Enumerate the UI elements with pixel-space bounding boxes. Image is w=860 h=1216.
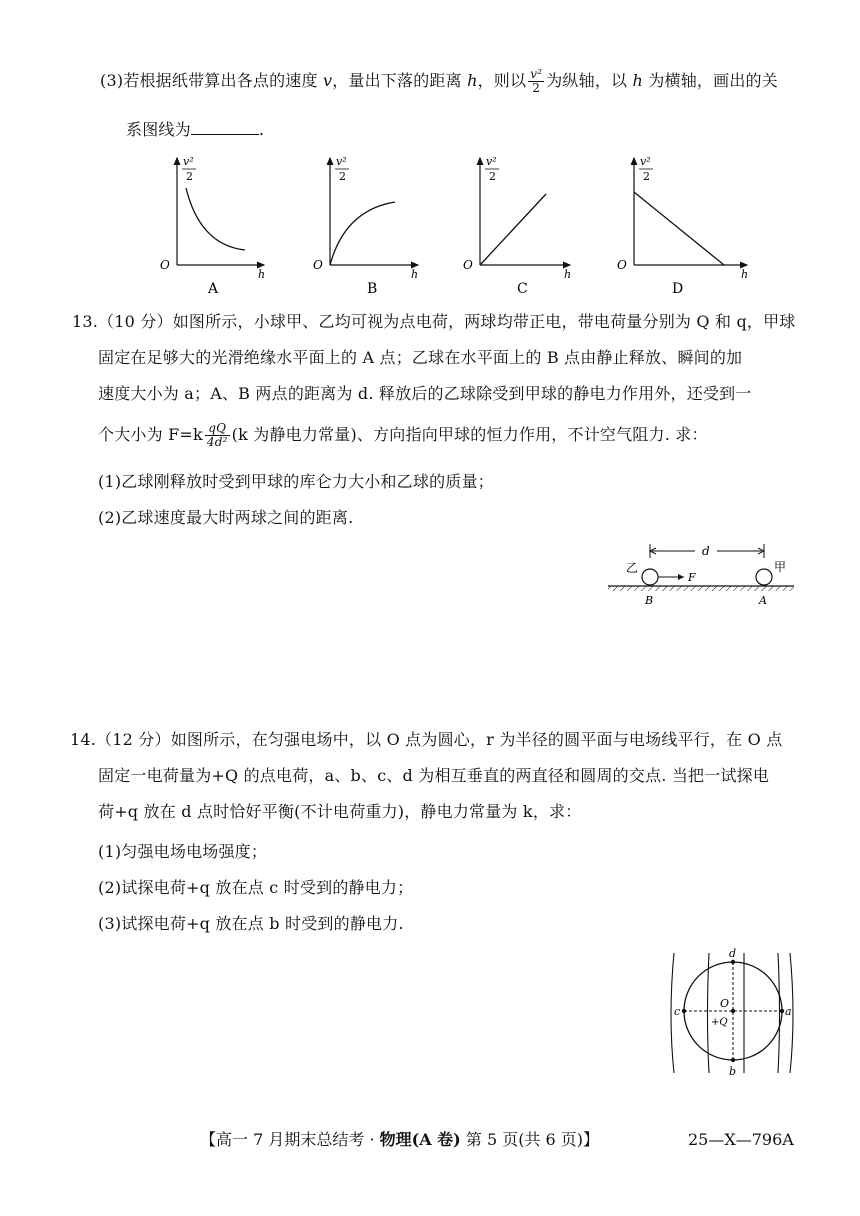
q12-fraction: $\frac{\text{v²}}{2}$ [530, 67, 543, 95]
ball-jia [756, 569, 772, 585]
svg-text:2: 2 [643, 170, 650, 183]
q12-graphs [0, 150, 860, 310]
charge-label: +Q [711, 1017, 728, 1028]
q14-sub1: (1)匀强电场电场强度； [98, 842, 268, 861]
q12-var-h: h [632, 71, 644, 90]
point-a-label: a [785, 1005, 792, 1018]
force-label: F [688, 571, 696, 584]
q14-line3: 荷+q 放在 d 点时恰好平衡(不计电荷重力)，静电力常量为 k，求： [98, 802, 582, 821]
point-c-label: c [674, 1005, 681, 1018]
svg-text:O: O [617, 258, 627, 272]
y-axis-num: v² [183, 155, 194, 168]
ball-left-label: 乙 [626, 561, 639, 575]
svg-text:h: h [564, 268, 572, 281]
ball-right-label: 甲 [774, 560, 787, 574]
option-label-b: B [367, 281, 378, 297]
q12-text: (3)若根据纸带算出各点的速度 [100, 71, 323, 90]
point-b-label: B [645, 594, 654, 607]
point-b-label: b [729, 1065, 737, 1078]
q12-text: ，则以 [477, 71, 527, 90]
q13-line2: 固定在足够大的光滑绝缘水平面上的 A 点；乙球在水平面上的 B 点由静止释放、瞬间的加 [98, 348, 743, 367]
q13-sub2: (2)乙球速度最大时两球之间的距离. [98, 508, 354, 527]
q12-part3-line2: 系图线为 . [126, 120, 265, 139]
point-a-label: A [759, 594, 767, 607]
svg-text:v²: v² [640, 155, 651, 168]
curve-increasing [330, 202, 395, 265]
graph-d [617, 155, 748, 297]
center-label: O [720, 997, 730, 1010]
exam-code: 25—X—796A [688, 1130, 794, 1149]
curve-decreasing [186, 188, 245, 250]
q14-diagram [660, 945, 810, 1085]
q14-sub3: (3)试探电荷+q 放在点 b 时受到的静电力. [98, 914, 404, 933]
q13-diagram [600, 540, 800, 620]
option-label-d: D [672, 281, 684, 297]
q13-line1: 13.（10 分）如图所示，小球甲、乙均可视为点电荷，两球均带正电，带电荷量分别为 Q 和 q，甲球 [72, 312, 796, 331]
y-axis-den: 2 [186, 170, 193, 183]
svg-text:2: 2 [489, 170, 496, 183]
graph-b [313, 155, 418, 297]
q13-line4: 个大小为 F=k $\frac{qQ}{\text{4d²}}$ (k 为静电力常量)、方向指向甲球的恒力作用，不计空气阻力. 求： [98, 421, 708, 449]
svg-text:O: O [463, 258, 473, 272]
x-axis-label: h [258, 268, 266, 281]
ball-yi [642, 569, 658, 585]
q13-sub1: (1)乙球刚释放时受到甲球的库仑力大小和乙球的质量； [98, 472, 494, 491]
q14-line1: 14.（12 分）如图所示，在匀强电场中，以 O 点为圆心，r 为半径的圆平面与电场线平行，在 O 点 [70, 730, 783, 749]
graph-a [160, 155, 265, 297]
decreasing-line [634, 192, 724, 265]
q12-part3-line1 [100, 68, 778, 95]
svg-text:v²: v² [336, 155, 347, 168]
page-footer: 【高一 7 月期末总结考 · 物理(A 卷) 第 5 页(共 6 页)】 [200, 1130, 600, 1149]
distance-label: d [702, 544, 710, 558]
svg-text:2: 2 [339, 170, 346, 183]
origin-label: O [160, 258, 170, 272]
svg-text:O: O [313, 258, 323, 272]
q12-var-v: v [322, 71, 333, 90]
q12-text: 为纵轴，以 [546, 71, 633, 90]
answer-blank[interactable] [191, 120, 259, 135]
q14-sub2: (2)试探电荷+q 放在点 c 时受到的静电力； [98, 878, 414, 897]
point-d-label: d [729, 947, 737, 960]
line-through-origin [480, 194, 546, 265]
option-label-c: C [517, 281, 528, 297]
q12-var-h: h [467, 71, 478, 90]
force-fraction: $\frac{qQ}{\text{4d²}}$ [206, 421, 228, 449]
q12-text: 为横轴，画出的关 [643, 71, 778, 90]
svg-text:h: h [741, 268, 749, 281]
graph-c [463, 155, 571, 297]
q14-line2: 固定一电荷量为+Q 的点电荷，a、b、c、d 为相互垂直的两直径和圆周的交点. 当把一试探电 [98, 766, 770, 785]
q12-text: ，量出下落的距离 [332, 71, 468, 90]
svg-text:h: h [411, 268, 419, 281]
svg-text:v²: v² [486, 155, 497, 168]
option-label-a: A [208, 281, 219, 297]
q13-line3: 速度大小为 a；A、B 两点的距离为 d. 释放后的乙球除受到甲球的静电力作用外，还受到一 [98, 384, 752, 403]
